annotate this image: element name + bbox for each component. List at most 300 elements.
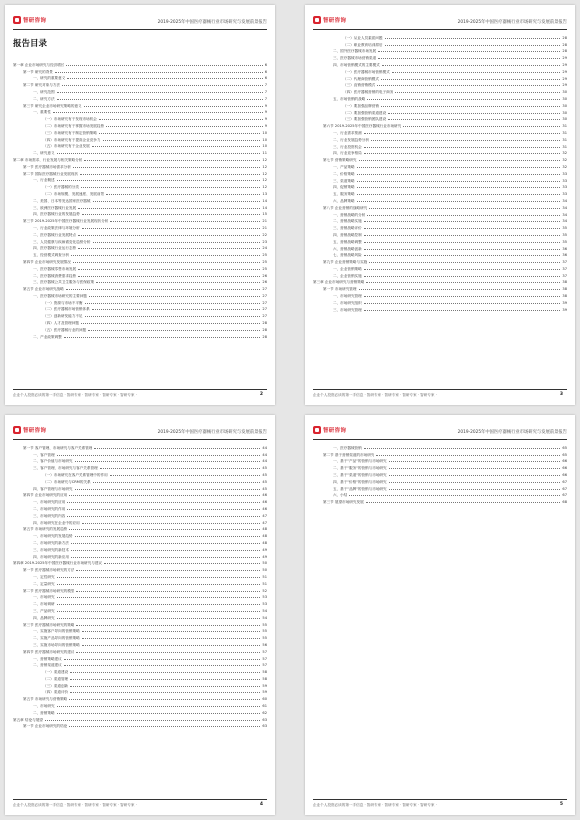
toc-entry-label: 四、医疗器械行业的发展趋势 xyxy=(33,212,80,217)
toc-entry[interactable] xyxy=(13,244,267,251)
leader-dots xyxy=(71,557,260,558)
toc-entry[interactable] xyxy=(13,87,267,94)
toc-entry[interactable] xyxy=(313,291,567,298)
toc-entry[interactable] xyxy=(13,332,267,339)
leader-dots xyxy=(71,550,260,551)
toc-entry[interactable] xyxy=(313,210,567,217)
toc-entry-page: 9 xyxy=(264,110,267,115)
toc-entry-label: （三）创新研发能力不足 xyxy=(43,314,83,319)
toc-entry[interactable] xyxy=(13,661,267,668)
toc-entry[interactable] xyxy=(313,284,567,291)
toc-entry-label: 五、服务策略 xyxy=(333,192,355,197)
leader-dots xyxy=(92,309,261,310)
toc-entry[interactable] xyxy=(13,552,267,559)
toc-entry-page: 12 xyxy=(262,164,267,169)
report-title: 2019-2025年中国医疗器械行业市场研究与发展前景报告 xyxy=(457,20,567,25)
toc-entry-label: （一）市场研究在客户关系管理中的作用 xyxy=(43,472,108,477)
toc-entry-page: 63 xyxy=(262,724,267,729)
toc-entry[interactable] xyxy=(13,257,267,264)
footer-slogan: 企业个人投资必读的第一手信息 · 智研专家 · 智研专家 · 智研专家 · 智研专家 · xyxy=(13,803,137,807)
toc-entry[interactable] xyxy=(13,189,267,196)
toc-entry-label: 一、医疗器械零售市场发展 xyxy=(33,266,77,271)
toc-entry[interactable] xyxy=(13,114,267,121)
toc-entry-page: 10 xyxy=(262,130,267,135)
toc-entry[interactable] xyxy=(313,135,567,142)
toc-entry-page: 33 xyxy=(562,185,567,190)
toc-entry-label: 三、欧洲医疗器械行业发展 xyxy=(33,205,77,210)
toc-entry-label: （一）医疗器械市场营销模式 xyxy=(343,69,390,74)
page-footer xyxy=(313,799,567,810)
toc-entry[interactable] xyxy=(13,121,267,128)
toc-entry[interactable] xyxy=(313,60,567,67)
logo-icon xyxy=(313,426,321,434)
toc-entry[interactable] xyxy=(13,74,267,81)
toc-entry[interactable] xyxy=(313,463,567,470)
toc-entry-label: 第二节 研究对象与方法 xyxy=(23,83,61,88)
toc-entry[interactable] xyxy=(313,128,567,135)
toc-entry[interactable] xyxy=(13,311,267,318)
toc-entry-page: 37 xyxy=(562,266,567,271)
toc-entry-page: 10 xyxy=(262,137,267,142)
leader-dots xyxy=(381,79,560,80)
leader-dots xyxy=(94,448,260,449)
toc-entry[interactable] xyxy=(13,511,267,518)
toc-entry[interactable] xyxy=(313,251,567,258)
leader-dots xyxy=(70,672,260,673)
footer-slogan: 企业个人投资必读的第一手信息 · 智研专家 · 智研专家 · 智研专家 · 智研专家 · xyxy=(13,393,137,397)
leader-dots xyxy=(364,221,561,222)
leader-dots xyxy=(364,310,561,311)
toc-entry[interactable] xyxy=(13,701,267,708)
toc-entry-page: 49 xyxy=(262,554,267,559)
toc-entry-label: 第四章 2019-2025年中国医疗器械行业市场研究与建议 xyxy=(13,561,103,566)
toc-entry[interactable] xyxy=(13,674,267,681)
leader-dots xyxy=(67,78,262,79)
document-page xyxy=(5,5,275,405)
page-number: 5 xyxy=(559,802,563,807)
toc-entry[interactable] xyxy=(13,463,267,470)
toc-entry[interactable] xyxy=(313,230,567,237)
leader-dots xyxy=(100,468,261,469)
toc-entry[interactable] xyxy=(13,579,267,586)
toc-entry-label: 六、营销战略创新 xyxy=(333,246,362,251)
toc-entry[interactable] xyxy=(13,169,267,176)
toc-entry-page: 48 xyxy=(262,534,267,539)
toc-title: 报告目录 xyxy=(13,39,48,49)
leader-dots xyxy=(78,235,260,236)
toc-entry-page: 27 xyxy=(262,293,267,298)
toc-entry[interactable] xyxy=(13,586,267,593)
toc-entry[interactable] xyxy=(13,108,267,115)
toc-entry[interactable] xyxy=(13,708,267,715)
toc-entry-page: 45 xyxy=(262,466,267,471)
toc-entry[interactable] xyxy=(313,101,567,108)
leader-dots xyxy=(106,194,260,195)
toc-entry[interactable] xyxy=(13,688,267,695)
toc-entry-page: 28 xyxy=(562,35,567,40)
leader-dots xyxy=(82,214,261,215)
toc-entry[interactable] xyxy=(313,457,567,464)
toc-entry-label: 二、营销渠道建议 xyxy=(33,663,62,668)
toc-entry-page: 59 xyxy=(262,683,267,688)
toc-entry-page: 34 xyxy=(562,198,567,203)
toc-entry-page: 6 xyxy=(264,62,267,67)
page-header xyxy=(313,421,567,440)
toc-entry-page: 38 xyxy=(562,280,567,285)
toc-entry-label: （五）市场研究有于企业发展 xyxy=(43,144,90,149)
toc-entry-page: 53 xyxy=(262,602,267,607)
page-header xyxy=(13,421,267,440)
toc-entry-label: （二）职业教育培训滞后 xyxy=(343,42,383,47)
toc-entry[interactable] xyxy=(313,196,567,203)
page-footer xyxy=(13,389,267,400)
toc-entry[interactable] xyxy=(313,47,567,54)
toc-entry[interactable] xyxy=(313,176,567,183)
toc-entry-label: （三）渠道创新 xyxy=(43,683,69,688)
toc-entry[interactable] xyxy=(13,210,267,217)
page-header xyxy=(313,11,567,30)
toc-entry-page: 34 xyxy=(562,205,567,210)
toc-entry-page: 66 xyxy=(562,472,567,477)
toc-entry-label: 第四节 企业市场研究发展情况 xyxy=(23,259,71,264)
toc-entry[interactable] xyxy=(13,640,267,647)
toc-entry[interactable] xyxy=(13,504,267,511)
toc-entry[interactable] xyxy=(13,271,267,278)
toc-entry-label: 二、营销策略 xyxy=(33,710,55,715)
toc-entry-label: 第一节 医疗器械市场研究的方法 xyxy=(23,568,75,573)
toc-entry[interactable] xyxy=(313,217,567,224)
toc-entry[interactable] xyxy=(13,681,267,688)
leader-dots xyxy=(82,645,261,646)
toc-entry[interactable] xyxy=(313,108,567,115)
toc-entry[interactable] xyxy=(13,599,267,606)
leader-dots xyxy=(389,482,561,483)
toc-entry-page: 30 xyxy=(562,90,567,95)
leader-dots xyxy=(364,276,561,277)
toc-entry-label: 二、医疗器械行业发展特点 xyxy=(33,232,77,237)
leader-dots xyxy=(67,516,260,517)
toc-entry[interactable] xyxy=(313,477,567,484)
toc-entry[interactable] xyxy=(13,633,267,640)
toc-entry[interactable] xyxy=(313,450,567,457)
leader-dots xyxy=(359,160,561,161)
leader-dots xyxy=(357,181,561,182)
toc-entry[interactable] xyxy=(13,572,267,579)
toc-entry[interactable] xyxy=(13,620,267,627)
toc-entry-label: 第五节 企业市场研究战略 xyxy=(23,287,64,292)
leader-dots xyxy=(389,461,561,462)
toc-entry[interactable] xyxy=(13,155,267,162)
toc-entry-label: 一、市场研究 xyxy=(33,704,55,709)
toc-entry[interactable] xyxy=(313,203,567,210)
toc-entry[interactable] xyxy=(13,443,267,450)
toc-entry-label: 二、营销战略实施 xyxy=(333,219,362,224)
leader-dots xyxy=(377,85,560,86)
toc-entry-page: 30 xyxy=(562,110,567,115)
leader-dots xyxy=(81,187,260,188)
leader-dots xyxy=(364,147,561,148)
toc-entry-label: 第五章 结论与展望 xyxy=(13,717,43,722)
leader-dots xyxy=(378,51,560,52)
toc-entry-label: 三、营销战略评价 xyxy=(333,226,362,231)
leader-dots xyxy=(357,167,561,168)
toc-entry[interactable] xyxy=(13,606,267,613)
leader-dots xyxy=(57,713,261,714)
toc-entry-label: 第六节 2019-2025年中国医疗器械行业市场研究 xyxy=(323,124,402,129)
toc-entry-page: 25 xyxy=(262,253,267,258)
toc-entry-page: 14 xyxy=(262,205,267,210)
toc-entry[interactable] xyxy=(13,654,267,661)
toc-entry[interactable] xyxy=(13,497,267,504)
toc-entry-label: 四、基于"价格"的营销与市场研究 xyxy=(333,479,387,484)
toc-entry[interactable] xyxy=(313,237,567,244)
toc-entry-page: 12 xyxy=(262,157,267,162)
toc-entry[interactable] xyxy=(13,325,267,332)
toc-entry[interactable] xyxy=(13,565,267,572)
leader-dots xyxy=(110,221,260,222)
leader-dots xyxy=(70,686,260,687)
toc-entry-page: 31 xyxy=(562,124,567,129)
toc-entry[interactable] xyxy=(313,53,567,60)
toc-entry[interactable] xyxy=(13,298,267,305)
toc-entry-page: 27 xyxy=(262,314,267,319)
toc-entry-page: 58 xyxy=(262,676,267,681)
toc-entry[interactable] xyxy=(13,491,267,498)
leader-dots xyxy=(64,337,261,338)
toc-entry[interactable] xyxy=(13,162,267,169)
toc-entry[interactable] xyxy=(13,305,267,312)
leader-dots xyxy=(70,692,260,693)
toc-entry-label: 二、行业发展趋势分析 xyxy=(333,137,369,142)
toc-entry[interactable] xyxy=(13,182,267,189)
toc-entry[interactable] xyxy=(13,627,267,634)
leader-dots xyxy=(93,242,261,243)
toc-entry[interactable] xyxy=(313,244,567,251)
toc-entry-label: （一）渠道建设 xyxy=(43,670,69,675)
leader-dots xyxy=(71,255,260,256)
leader-dots xyxy=(57,604,261,605)
toc-entry[interactable] xyxy=(13,593,267,600)
toc-entry-label: 一、基于"产品"的营销与市场研究 xyxy=(333,459,387,464)
toc-entry[interactable] xyxy=(13,264,267,271)
toc-entry[interactable] xyxy=(13,278,267,285)
toc-entry[interactable] xyxy=(313,142,567,149)
toc-entry[interactable] xyxy=(313,149,567,156)
toc-entry-label: 一、企业营销策略 xyxy=(333,266,362,271)
toc-entry[interactable] xyxy=(13,470,267,477)
toc-entry[interactable] xyxy=(313,121,567,128)
leader-dots xyxy=(378,58,560,59)
toc-entry-label: 二、价格策略 xyxy=(333,171,355,176)
leader-dots xyxy=(364,448,561,449)
toc-entry-page: 32 xyxy=(562,151,567,156)
toc-entry[interactable] xyxy=(313,33,567,40)
toc-entry-label: （二）市场研究有于掌握市场发展趋势 xyxy=(43,123,105,128)
toc-entry[interactable] xyxy=(13,450,267,457)
toc-entry[interactable] xyxy=(13,518,267,525)
toc-entry[interactable] xyxy=(13,545,267,552)
toc-entry[interactable] xyxy=(13,128,267,135)
toc-entry-label: 第一节 市场研究管理 xyxy=(323,287,357,292)
toc-entry-label: 第七节 营销策略研究 xyxy=(323,158,357,163)
toc-entry-label: 四、行业竞争格局 xyxy=(333,151,362,156)
toc-entry[interactable] xyxy=(13,715,267,722)
toc-entry-label: 一、营销策略建议 xyxy=(33,656,62,661)
toc-entry-page: 50 xyxy=(262,561,267,566)
toc-entry-label: 一、营销战略的分析 xyxy=(333,212,366,217)
report-title: 2019-2025年中国医疗器械行业市场研究与发展前景报告 xyxy=(157,20,267,25)
toc-entry-page: 54 xyxy=(262,615,267,620)
leader-dots xyxy=(381,106,560,107)
toc-entry[interactable] xyxy=(13,457,267,464)
toc-entry[interactable] xyxy=(13,135,267,142)
toc-entry-page: 32 xyxy=(562,164,567,169)
toc-entry[interactable] xyxy=(13,559,267,566)
toc-entry[interactable] xyxy=(313,67,567,74)
toc-entry[interactable] xyxy=(13,318,267,325)
leader-dots xyxy=(357,174,561,175)
toc-entry-label: （二）代理商营销模式 xyxy=(343,76,379,81)
toc-entry[interactable] xyxy=(13,148,267,155)
toc-entry[interactable] xyxy=(13,216,267,223)
toc-entry[interactable] xyxy=(13,223,267,230)
toc-entry[interactable] xyxy=(13,237,267,244)
toc-entry[interactable] xyxy=(313,189,567,196)
toc-entry[interactable] xyxy=(13,196,267,203)
toc-entry[interactable] xyxy=(313,484,567,491)
toc-entry-page: 33 xyxy=(562,171,567,176)
toc-entry[interactable] xyxy=(13,538,267,545)
toc-entry[interactable] xyxy=(313,264,567,271)
toc-entry-label: 一、市场研究的发展趋势 xyxy=(33,534,73,539)
toc-entry-page: 33 xyxy=(562,178,567,183)
toc-entry[interactable] xyxy=(13,525,267,532)
toc-entry-label: 一、市场研究管理 xyxy=(333,294,362,299)
toc-entry-label: 三、人员健康与疾病谱变化趋势分析 xyxy=(33,239,91,244)
toc-entry-page: 52 xyxy=(262,588,267,593)
toc-entry[interactable] xyxy=(13,67,267,74)
toc-entry-page: 21 xyxy=(262,225,267,230)
toc-entry[interactable] xyxy=(313,278,567,285)
logo-icon xyxy=(313,16,321,24)
toc-entry-page: 9 xyxy=(264,123,267,128)
page-header xyxy=(13,11,267,30)
toc-entry[interactable] xyxy=(13,94,267,101)
leader-dots xyxy=(55,72,263,73)
toc-entry[interactable] xyxy=(13,230,267,237)
toc-entry-page: 48 xyxy=(262,540,267,545)
toc-entry[interactable] xyxy=(313,470,567,477)
toc-entry[interactable] xyxy=(13,531,267,538)
toc-entry-label: 二、客户价值与市场研究 xyxy=(33,459,73,464)
toc-entry-label: 三、渠道策略 xyxy=(333,178,355,183)
toc-entry[interactable] xyxy=(13,722,267,729)
toc-entry[interactable] xyxy=(13,667,267,674)
toc-entry[interactable] xyxy=(313,40,567,47)
toc-entry-label: 五、经营模式调查分析 xyxy=(33,253,69,258)
footer-slogan: 企业个人投资必读的第一手信息 · 智研专家 · 智研专家 · 智研专家 · 智研专家 · xyxy=(313,393,437,397)
leader-dots xyxy=(364,269,561,270)
toc-entry[interactable] xyxy=(13,477,267,484)
leader-dots xyxy=(78,208,260,209)
toc-entry-label: 第五节 市场研究的发展趋势 xyxy=(23,527,68,532)
toc-entry[interactable] xyxy=(313,497,567,504)
leader-dots xyxy=(369,208,560,209)
toc-entry-page: 7 xyxy=(264,89,267,94)
report-title: 2019-2025年中国医疗器械行业市场研究与发展前景报告 xyxy=(457,430,567,435)
toc-entry[interactable] xyxy=(313,169,567,176)
leader-dots xyxy=(66,289,261,290)
toc-entry[interactable] xyxy=(313,223,567,230)
leader-dots xyxy=(75,461,261,462)
toc-entry-label: （四）人才及管理问题 xyxy=(43,321,79,326)
toc-entry[interactable] xyxy=(13,613,267,620)
toc-entry[interactable] xyxy=(13,60,267,67)
toc-entry[interactable] xyxy=(13,647,267,654)
toc-entry-page: 25 xyxy=(262,259,267,264)
leader-dots xyxy=(389,475,561,476)
toc-entry[interactable] xyxy=(13,142,267,149)
toc-entry-label: 三、基于"渠道"的营销与市场研究 xyxy=(333,472,387,477)
toc-entry[interactable] xyxy=(313,94,567,101)
toc-entry[interactable] xyxy=(313,491,567,498)
toc-entry[interactable] xyxy=(313,81,567,88)
toc-entry-page: 48 xyxy=(262,527,267,532)
toc-entry-label: 二、定量研究 xyxy=(33,581,55,586)
toc-entry[interactable] xyxy=(13,291,267,298)
toc-entry-page: 67 xyxy=(562,493,567,498)
toc-entry[interactable] xyxy=(313,162,567,169)
toc-entry[interactable] xyxy=(313,443,567,450)
toc-entry-label: 三、市场研究的内容 xyxy=(33,513,66,518)
toc-entry[interactable] xyxy=(313,257,567,264)
toc-entry-page: 26 xyxy=(262,273,267,278)
leader-dots xyxy=(367,99,560,100)
footer-slogan: 企业个人投资必读的第一手信息 · 智研专家 · 智研专家 · 智研专家 · 智研专家 · xyxy=(313,803,437,807)
toc-entry[interactable] xyxy=(313,74,567,81)
toc-entry[interactable] xyxy=(13,484,267,491)
toc-entry[interactable] xyxy=(13,250,267,257)
toc-entry[interactable] xyxy=(13,176,267,183)
toc-entry[interactable] xyxy=(313,305,567,312)
toc-entry-label: 四、促销策略 xyxy=(333,185,355,190)
toc-entry[interactable] xyxy=(313,155,567,162)
toc-entry[interactable] xyxy=(13,203,267,210)
toc-entry-label: 一、行业需求预测 xyxy=(333,130,362,135)
toc-entry[interactable] xyxy=(313,87,567,94)
leader-dots xyxy=(93,482,261,483)
toc-list xyxy=(13,60,267,339)
toc-entry-page: 39 xyxy=(562,300,567,305)
toc-entry[interactable] xyxy=(313,271,567,278)
toc-entry[interactable] xyxy=(13,284,267,291)
leader-dots xyxy=(366,282,560,283)
toc-entry-label: 一、定性研究 xyxy=(33,574,55,579)
toc-entry[interactable] xyxy=(313,183,567,190)
toc-entry-label: 二、产业政策调整 xyxy=(33,334,62,339)
leader-dots xyxy=(385,38,561,39)
toc-entry[interactable] xyxy=(13,694,267,701)
toc-entry-label: 五、营销战略调整 xyxy=(333,239,362,244)
toc-entry-page: 11 xyxy=(262,151,267,156)
toc-entry[interactable] xyxy=(13,80,267,87)
toc-entry[interactable] xyxy=(13,101,267,108)
toc-entry-label: 三、实施市场导向的营销策略 xyxy=(33,642,80,647)
leader-dots xyxy=(62,85,263,86)
toc-entry[interactable] xyxy=(313,115,567,122)
toc-entry[interactable] xyxy=(313,298,567,305)
toc-entry-page: 57 xyxy=(262,649,267,654)
